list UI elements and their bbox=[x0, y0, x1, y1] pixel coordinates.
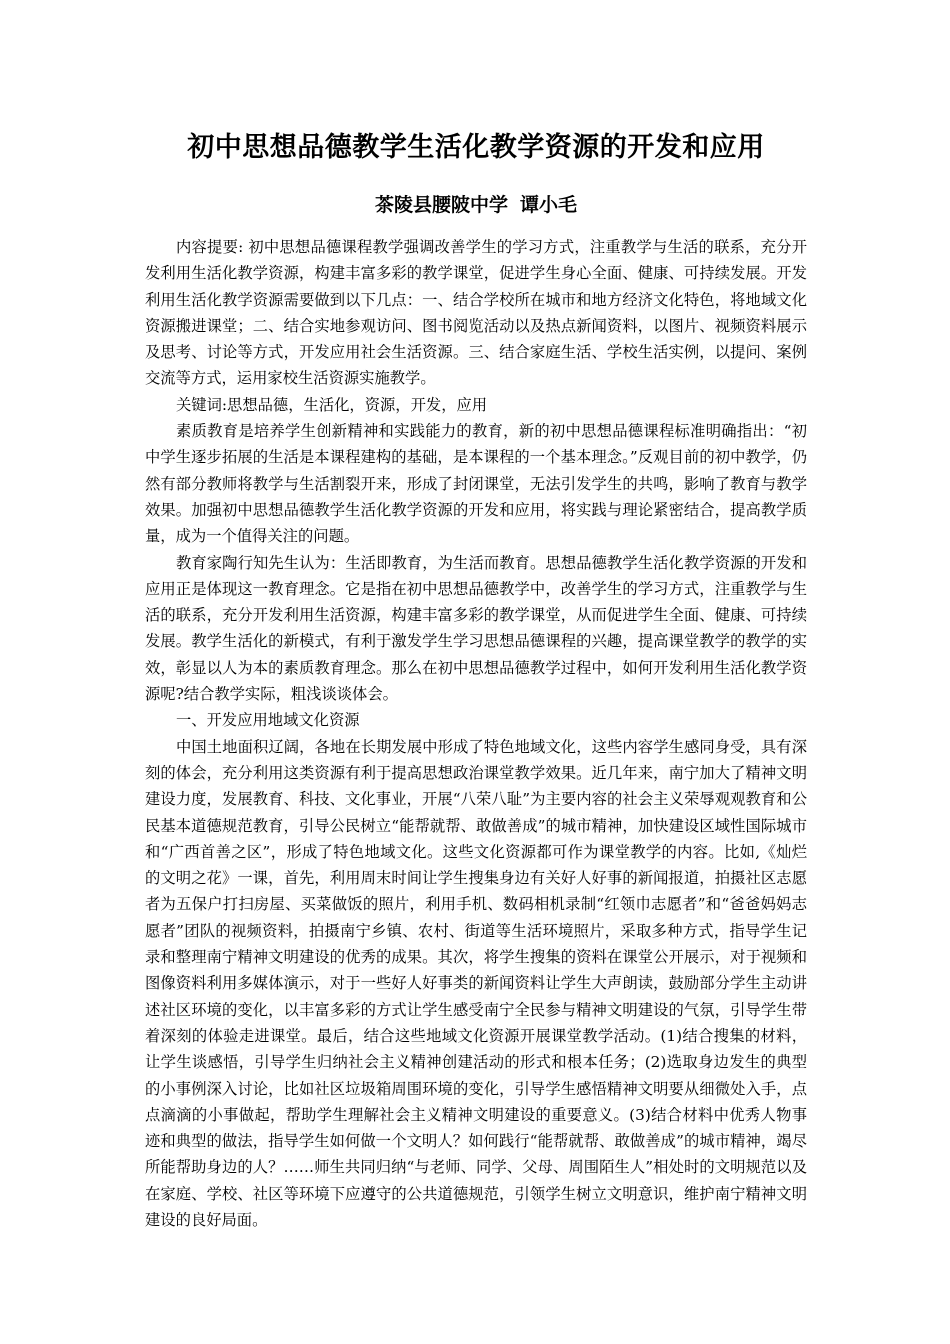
keywords-paragraph: 关键词:思想品德，生活化，资源，开发，应用 bbox=[176, 395, 488, 414]
document-page bbox=[145, 128, 807, 1233]
document-title: 初中思想品德教学生活化教学资源的开发和应用 bbox=[187, 132, 765, 163]
author-name: 谭小毛 bbox=[520, 194, 578, 216]
section-heading: 一、开发应用地域文化资源 bbox=[176, 711, 360, 730]
author-school: 茶陵县腰陂中学 bbox=[374, 194, 508, 216]
body-paragraph: 教育家陶行知先生认为：生活即教育，为生活而教育。思想品德教学生活化教学资源的开发和应用正是体现这一教育理念。它是指在初中思想品德教学中，改善学生的学习方式，注重教学与生活的联系，充分开发利用生活资源，构建丰富多彩的教学课堂，从而促进学生全面、健康、可持续发展。教学生活化的新模式，有利于激发学生学习思想品德课程的兴趣，提高课堂教学的教学的实效，彰显以人为本的素质教育理念。那么在初中思想品德教学过程中，如何开发利用生活化教学资源呢?结合教学实际，粗浅谈谈体会。 bbox=[145, 553, 807, 704]
author-line bbox=[145, 190, 807, 220]
body-paragraph: 中国土地面积辽阔，各地在长期发展中形成了特色地域文化，这些内容学生感同身受，具有深刻的体会，充分利用这类资源有利于提高思想政治课堂教学效果。近几年来，南宁加大了精神文明建设力度，发展教育、科技、文化事业，开展“八荣八耻”为主要内容的社会主义荣辱观观教育和公民基本道德规范教育，引导公民树立“能帮就帮、敢做善成”的城市精神，加快建设区域性国际城市和“广西首善之区”，形成了特色地域文化。这些文化资源都可作为课堂教学的内容。比如,《灿烂的文明之花》一课，首先，利用周末时间让学生搜集身边有关好人好事的新闻报道，拍摄社区志愿者为五保户打扫房屋、买菜做饭的照片，利用手机、数码相机录制“红领巾志愿者”和“爸爸妈妈志愿者”团队的视频资料，拍摄南宁乡镇、农村、街道等生活环境照片，采取多种方式，指导学生记录和整理南宁精神文明建设的优秀的成果。其次，将学生搜集的资料在课堂公开展示，对于视频和图像资料利用多媒体演示，对于一些好人好事类的新闻资料让学生大声朗读，鼓励部分学生主动讲述社区环境的变化，以丰富多彩的方式让学生感受南宁全民参与精神文明建设的气氛，引导学生带着深刻的体验走进课堂。最后，结合这些地域文化资源开展课堂教学活动。(1)结合搜集的材料，让学生谈感悟，引导学生归纳社会主义精神创建活动的形式和根本任务；(2)选取身边发生的典型的小事例深入讨论，比如社区垃圾箱周围环境的变化，引导学生感悟精神文明要从细微处入手，点点滴滴的小事做起，帮助学生理解社会主义精神文明建设的重要意义。(3)结合材料中优秀人物事迹和典型的做法，指导学生如何做一个文明人？如何践行“能帮就帮、敢做善成”的城市精神，竭尽所能帮助身边的人？……师生共同归纳“与老师、同学、父母、周围陌生人”相处时的文明规范以及在家庭、学校、社区等环境下应遵守的公共道德规范，引领学生树立文明意识，维护南宁精神文明建设的良好局面。 bbox=[145, 737, 807, 1229]
abstract-paragraph: 内容提要: 初中思想品德课程教学强调改善学生的学习方式，注重教学与生活的联系，充分开发利用生活化教学资源，构建丰富多彩的教学课堂，促进学生身心全面、健康、可持续发展。开发利用生活化教学资源需要做到以下几点：一、结合学校所在城市和地方经济文化特色，将地域文化资源搬进课堂；二、结合实地参观访问、图书阅览活动以及热点新闻资料，以图片、视频资料展示及思考、讨论等方式，开发应用社会生活资源。三、结合家庭生活、学校生活实例，以提问、案例交流等方式，运用家校生活资源实施教学。 bbox=[145, 238, 807, 388]
body-paragraph: 素质教育是培养学生创新精神和实践能力的教育，新的初中思想品德课程标准明确指出：“初中学生逐步拓展的生活是本课程建构的基础，是本课程的一个基本理念。”反观目前的初中教学，仍然有部分教师将教学与生活割裂开来，形成了封闭课堂，无法引发学生的共鸣，影响了教育与教学效果。加强初中思想品德教学生活化教学资源的开发和应用，将实践与理论紧密结合，提高教学质量，成为一个值得关注的问题。 bbox=[145, 422, 807, 546]
